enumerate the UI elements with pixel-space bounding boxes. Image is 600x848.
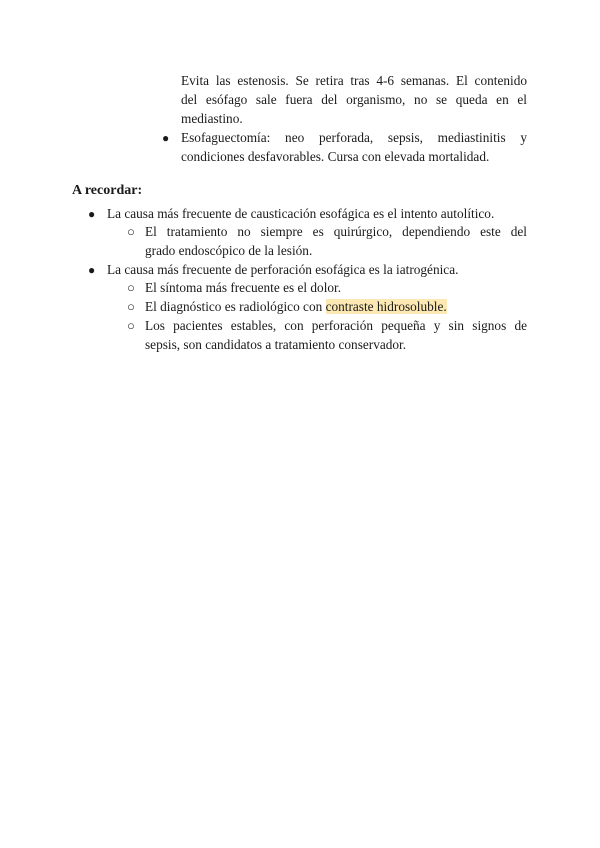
bullet-icon: ● bbox=[162, 131, 170, 145]
sub-bullet-icon: ○ bbox=[127, 280, 135, 295]
recordar-item-1-sub-1-line-2: grado endoscópico de la lesión. bbox=[145, 243, 313, 258]
section-heading: A recordar: bbox=[72, 183, 143, 198]
bullet-icon: ● bbox=[88, 263, 96, 277]
sub-bullet-icon: ○ bbox=[127, 318, 135, 333]
sub-bullet-icon: ○ bbox=[127, 224, 135, 239]
highlighted-text: contraste hidrosoluble. bbox=[325, 299, 447, 314]
diagnostic-text: El diagnóstico es radiológico con bbox=[145, 299, 326, 314]
recordar-item-2-sub-3-line-1: Los pacientes estables, con perforación pequeña y sin signos de bbox=[145, 318, 527, 333]
continuation-line-2: del esófago sale fuera del organismo, no se queda en el bbox=[181, 92, 527, 107]
sub-bullet-icon: ○ bbox=[127, 299, 135, 314]
esofaguectomia-line-1: Esofaguectomía: neo perforada, sepsis, mediastinitis y bbox=[181, 130, 527, 145]
recordar-item-2-text: La causa más frecuente de perforación esofágica es la iatrogénica. bbox=[107, 262, 459, 277]
recordar-item-2-sub-2-text bbox=[145, 297, 447, 316]
recordar-item-1-sub-1-line-1: El tratamiento no siempre es quirúrgico, dependiendo este del bbox=[145, 224, 527, 239]
recordar-item-2-sub-3-line-2: sepsis, son candidatos a tratamiento conservador. bbox=[145, 337, 407, 352]
bullet-icon: ● bbox=[88, 207, 96, 221]
recordar-item-2-sub-1-text: El síntoma más frecuente es el dolor. bbox=[145, 280, 342, 295]
esofaguectomia-line-2: condiciones desfavorables. Cursa con elevada mortalidad. bbox=[181, 149, 490, 164]
continuation-line-1: Evita las estenosis. Se retira tras 4-6 semanas. El contenido bbox=[181, 73, 527, 88]
continuation-line-3: mediastino. bbox=[181, 111, 243, 126]
recordar-item-1-text: La causa más frecuente de causticación esofágica es el intento autolítico. bbox=[107, 206, 495, 221]
